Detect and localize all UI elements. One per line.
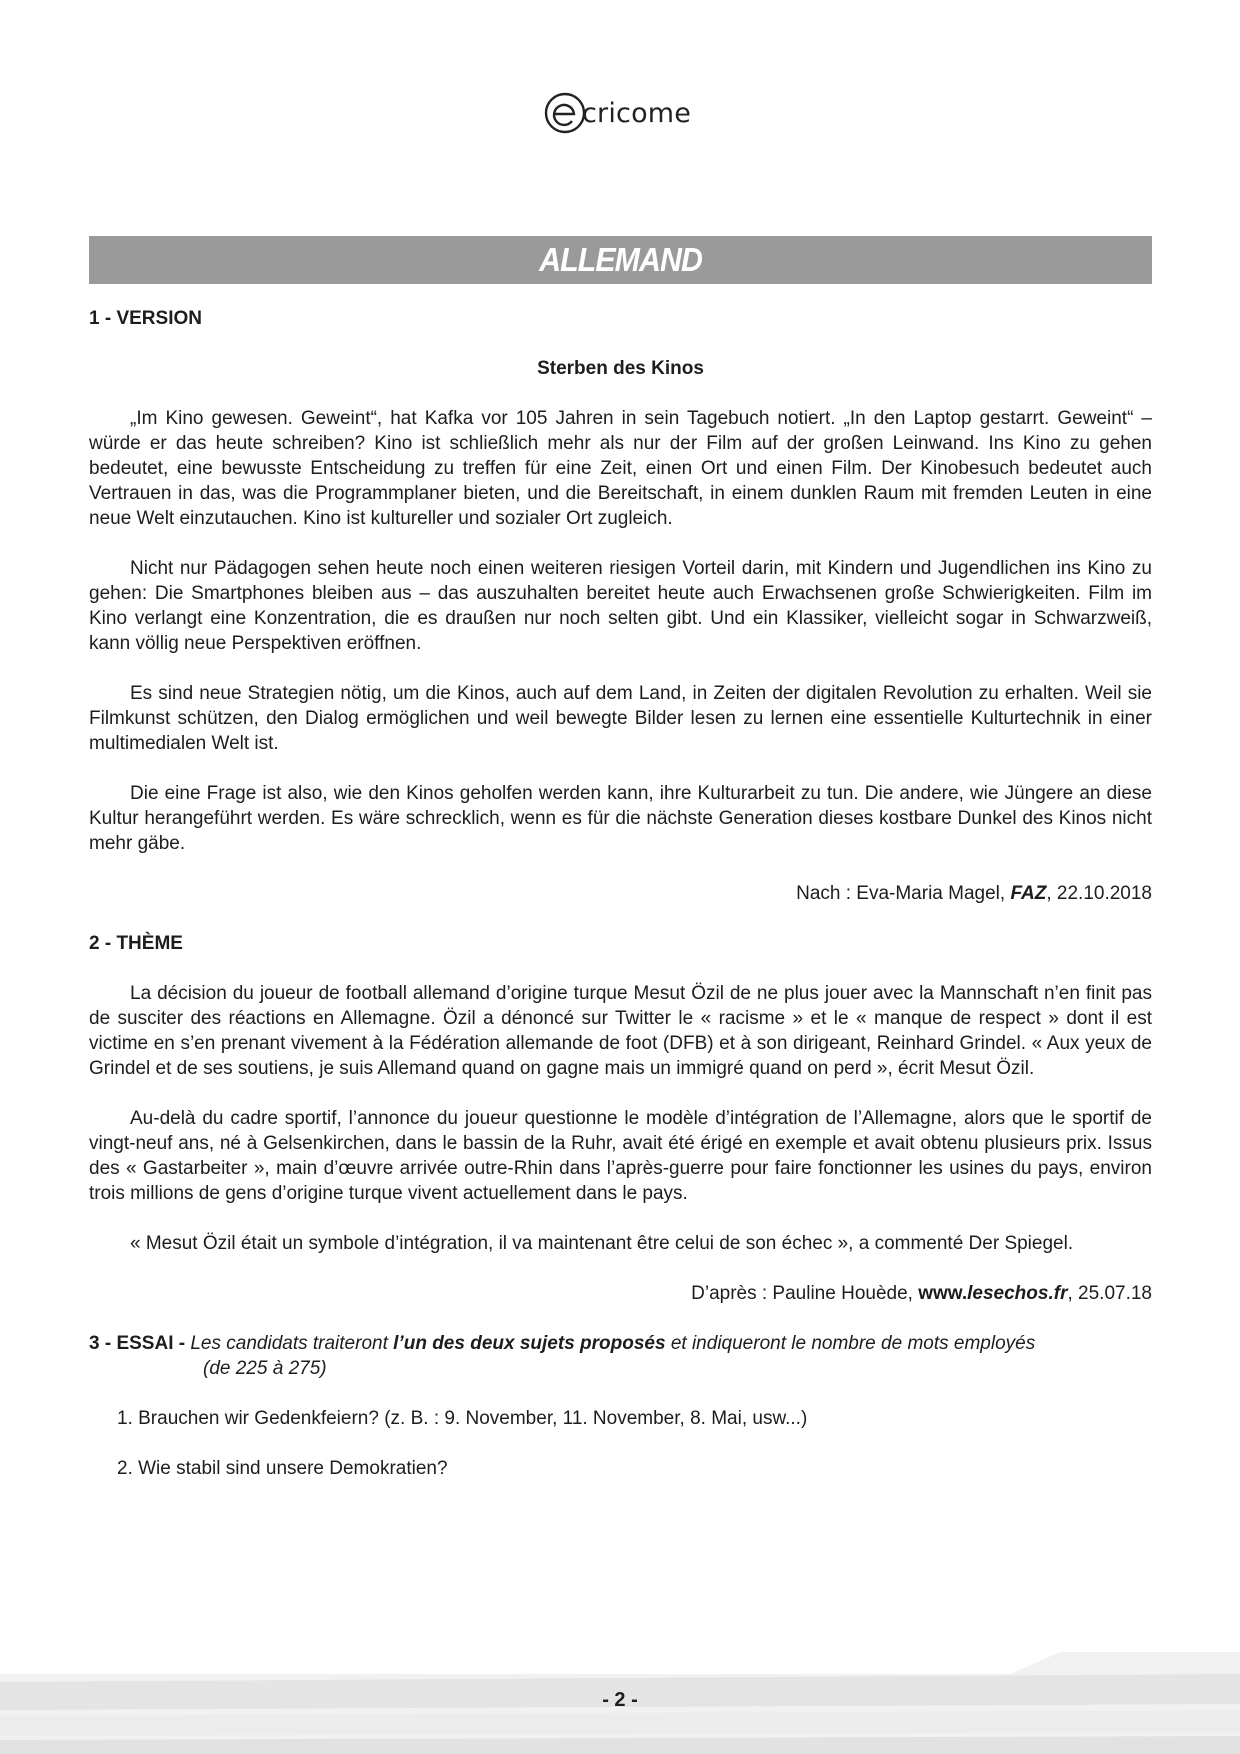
banner-title: ALLEMAND	[539, 241, 702, 278]
subject-banner	[89, 236, 1152, 284]
instruction-word-count: (de 225 à 275)	[203, 1358, 327, 1379]
page-number: - 2 -	[602, 1689, 638, 1711]
text-title: Sterben des Kinos	[537, 358, 704, 379]
exam-content	[89, 306, 1152, 1481]
source-publication: FAZ	[1010, 883, 1047, 904]
source-date: , 25.07.18	[1067, 1283, 1152, 1304]
logo-text: cricome	[582, 97, 692, 129]
instruction-emphasis: l’un des deux sujets proposés	[393, 1333, 666, 1354]
essay-topic-2: 2. Wie stabil sind unsere Demokratien?	[117, 1458, 448, 1479]
instruction-part: et indiqueront le nombre de mots employés	[665, 1333, 1036, 1354]
essay-topic-1: 1. Brauchen wir Gedenkfeiern? (z. B. : 9. November, 11. November, 8. Mai, usw...)	[117, 1408, 808, 1429]
source-author: Nach : Eva-Maria Magel,	[796, 883, 1011, 904]
source-citation-1	[89, 881, 1152, 906]
paragraph: Nicht nur Pädagogen sehen heute noch einen weiteren riesigen Vorteil darin, mit Kindern und Jugendlichen ins Kino zu gehen: Die Smartphones bleiben aus – das auszuhalten bereitet heute auch Erwachsenen große Schwierigkeiten. Film im Kino verlangt eine Konzentration, die es draußen nur noch selten gibt. Und ein Klassiker, vielleicht sogar in Schwarzweiß, kann völlig neue Perspektiven eröffnen.	[89, 558, 1152, 654]
section-3-heading-line	[89, 1331, 1152, 1356]
paragraph: La décision du joueur de football allemand d’origine turque Mesut Özil de ne plus jouer avec la Mannschaft n’en finit pas de susciter des réactions en Allemagne. Özil a dénoncé sur Twitter le « racisme » et le « manque de respect » dont il est victime en s’en prenant vivement à la Fédération allemande de foot (DFB) et à son dirigeant, Reinhard Grindel. « Aux yeux de Grindel et de ses soutiens, je suis Allemand quand on gagne mais un immigré quand on perd », écrit Mesut Özil.	[89, 983, 1152, 1079]
source-citation-2	[89, 1281, 1152, 1306]
section-1-heading: 1 - VERSION	[89, 308, 202, 329]
section-2-heading: 2 - THÈME	[89, 933, 183, 954]
paragraph: Die eine Frage ist also, wie den Kinos geholfen werden kann, ihre Kulturarbeit zu tun. Die andere, wie Jüngere an diese Kultur herangeführt werden. Es wäre schrecklich, wenn es für die nächste Generation dieses kostbare Dunkel des Kinos nicht mehr gäbe.	[89, 783, 1152, 854]
source-author: D’après : Pauline Houède,	[691, 1283, 919, 1304]
paragraph: „Im Kino gewesen. Geweint“, hat Kafka vor 105 Jahren in sein Tagebuch notiert. „In den Laptop gestarrt. Geweint“ – würde er das heute schreiben? Kino ist schließlich mehr als nur der Film auf der großen Leinwand. Ins Kino zu gehen bedeutet, eine bewusste Entscheidung zu treffen für eine Zeit, einen Ort und einen Film. Der Kinobesuch bedeutet auch Vertrauen in das, was die Programmplaner bieten, und die Bereitschaft, in einem dunklen Raum mit fremden Leuten in eine neue Welt einzutauchen. Kino ist kultureller und sozialer Ort zugleich.	[89, 408, 1152, 529]
instruction-part: Les candidats traiteront	[190, 1333, 394, 1354]
source-date: , 22.10.2018	[1046, 883, 1152, 904]
source-site-name: lesechos.fr	[967, 1283, 1068, 1304]
paragraph: Es sind neue Strategien nötig, um die Kinos, auch auf dem Land, in Zeiten der digitalen Revolution zu erhalten. Weil sie Filmkunst schützen, den Dialog ermöglichen und weil bewegte Bilder lesen zu lernen eine essentielle Kulturtechnik in einer multimedialen Welt ist.	[89, 683, 1152, 754]
paragraph: « Mesut Özil était un symbole d’intégration, il va maintenant être celui de son échec », a commenté Der Spiegel.	[130, 1233, 1074, 1254]
ecricome-e-icon	[544, 90, 586, 136]
section-3-heading: 3 - ESSAI -	[89, 1333, 191, 1354]
ecricome-logo	[544, 90, 691, 136]
paragraph: Au-delà du cadre sportif, l’annonce du joueur questionne le modèle d’intégration de l’Allemagne, alors que le sportif de vingt-neuf ans, né à Gelsenkirchen, dans le bassin de la Ruhr, avait été érigé en exemple et avait obtenu plusieurs prix. Issus des « Gastarbeiter », main d’œuvre arrivée outre-Rhin dans l’après-guerre pour faire fonctionner les usines du pays, environ trois millions de gens d’origine turque vivent actuellement dans le pays.	[89, 1108, 1152, 1204]
source-site-prefix: www.	[918, 1283, 968, 1304]
